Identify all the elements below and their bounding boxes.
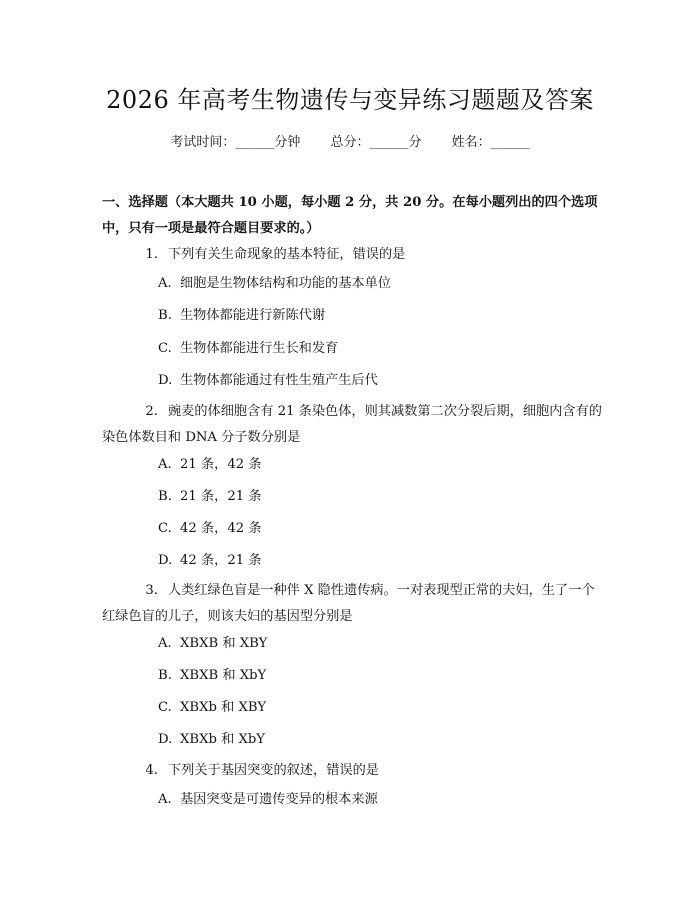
section-heading: 一、选择题（本大题共 10 小题，每小题 2 分，共 20 分。在每小题列出的四个选项中，只有一项是最符合题目要求的。）	[102, 195, 598, 236]
exam-time-field: 考试时间：______分钟	[170, 135, 301, 150]
option-1a[interactable]	[158, 274, 391, 294]
option-3a[interactable]	[158, 634, 267, 654]
exam-meta	[0, 131, 700, 150]
exam-name-field: 姓名：______	[451, 135, 530, 150]
question-number: 2.	[145, 404, 158, 419]
option-letter: C.	[158, 700, 172, 715]
question-text: 豌麦的体细胞含有 21 条染色体，则其减数第二次分裂后期，细胞内含有的染色体数目和 DNA 分子数分别是	[102, 404, 602, 445]
exam-title: 2026 年高考生物遗传与变异练习题题及答案	[106, 86, 594, 114]
option-letter: C.	[158, 341, 172, 356]
question-2	[102, 399, 602, 451]
option-letter: D.	[158, 373, 173, 388]
option-letter: C.	[158, 521, 172, 536]
option-text: XBXb 和 XBY	[180, 700, 267, 715]
option-text: XBXB 和 XbY	[180, 668, 267, 683]
option-text: XBXB 和 XBY	[180, 636, 268, 651]
question-3	[102, 578, 602, 630]
option-3c[interactable]	[158, 698, 266, 718]
question-number: 1.	[145, 247, 158, 262]
option-text: 42 条，21 条	[180, 553, 262, 568]
option-4a[interactable]	[158, 790, 378, 810]
option-letter: A.	[158, 792, 172, 807]
option-letter: D.	[158, 553, 173, 568]
option-text: 21 条，42 条	[180, 457, 262, 472]
option-1c[interactable]	[158, 339, 338, 359]
question-text: 下列关于基因突变的叙述，错误的是	[168, 763, 379, 778]
option-2a[interactable]	[158, 455, 262, 475]
option-3d[interactable]	[158, 730, 265, 750]
option-text: 细胞是生物体结构和功能的基本单位	[180, 276, 391, 291]
option-letter: A.	[158, 457, 172, 472]
option-text: 生物体都能进行生长和发育	[180, 341, 339, 356]
option-text: 基因突变是可遗传变异的根本来源	[180, 792, 378, 807]
option-text: 42 条，42 条	[180, 521, 262, 536]
option-letter: A.	[158, 276, 172, 291]
question-4	[102, 758, 602, 784]
option-letter: D.	[158, 732, 173, 747]
exam-score-field: 总分：______分	[330, 135, 422, 150]
question-text: 下列有关生命现象的基本特征，错误的是	[168, 247, 406, 262]
option-letter: B.	[158, 489, 172, 504]
option-2c[interactable]	[158, 519, 262, 539]
option-letter: B.	[158, 668, 172, 683]
option-1b[interactable]	[158, 306, 325, 326]
option-1d[interactable]	[158, 371, 378, 391]
question-text: 人类红绿色盲是一种伴 X 隐性遗传病。一对表现型正常的夫妇，生了一个红绿色盲的儿子，则该夫妇的基因型分别是	[102, 583, 595, 624]
option-letter: A.	[158, 636, 172, 651]
question-1	[102, 242, 602, 268]
option-3b[interactable]	[158, 666, 266, 686]
question-number: 3.	[145, 583, 158, 598]
question-number: 4.	[145, 763, 158, 778]
option-text: 生物体都能通过有性生殖产生后代	[180, 373, 378, 388]
option-text: 生物体都能进行新陈代谢	[180, 308, 326, 323]
option-2d[interactable]	[158, 551, 262, 571]
option-text: 21 条，21 条	[180, 489, 262, 504]
option-text: XBXb 和 XbY	[180, 732, 266, 747]
option-2b[interactable]	[158, 487, 262, 507]
option-letter: B.	[158, 308, 172, 323]
